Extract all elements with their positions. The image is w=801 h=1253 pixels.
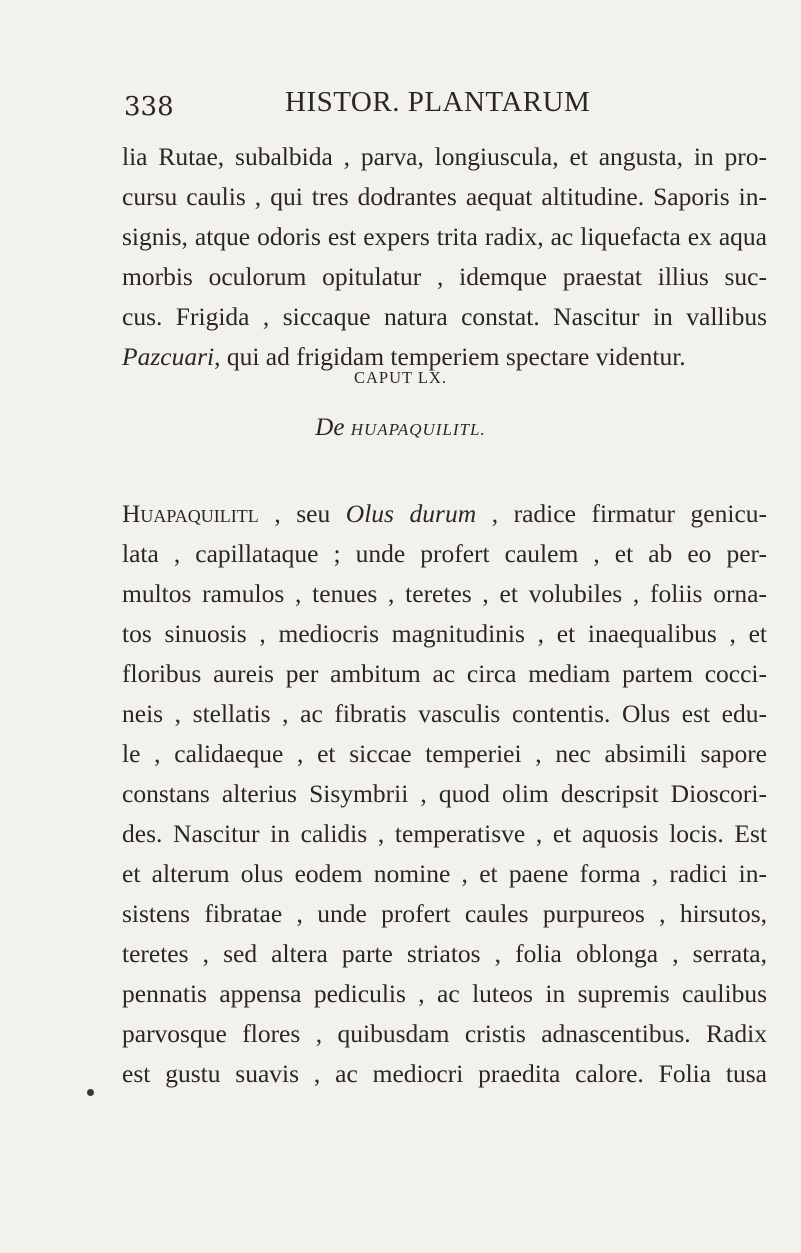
- text-line: cus. Frigida , siccaque natura constat. Nascitur in vallibus: [122, 302, 767, 331]
- plant-alias: Olus durum: [345, 499, 477, 528]
- text-line: lia Rutae, subalbida , parva, longiuscula, et angusta, in pro-: [122, 142, 767, 171]
- text-line: et alterum olus eodem nomine , et paene forma , radici in-: [122, 859, 767, 888]
- page-header: [124, 86, 764, 126]
- text-line: tos sinuosis , mediocris magnitudinis , et inaequalibus , et: [122, 619, 767, 648]
- section-title: [0, 414, 801, 442]
- text-line: sistens fibratae , unde profert caules purpureos , hirsutos,: [122, 899, 767, 928]
- text-fragment: , seu: [274, 499, 331, 528]
- text-line: [122, 494, 767, 534]
- text-line: teretes , sed altera parte striatos , folia oblonga , serrata,: [122, 939, 767, 968]
- plant-name: Huapaquilitl: [122, 499, 259, 528]
- text-line: lata , capillataque ; unde profert caulem , et ab eo per-: [122, 539, 767, 568]
- page-number: 338: [124, 92, 174, 122]
- text-line: neis , stellatis , ac fibratis vasculis contentis. Olus est edu-: [122, 699, 767, 728]
- text-line: est gustu suavis , ac mediocri praedita calore. Folia tusa: [122, 1059, 767, 1088]
- text-line: constans alterius Sisymbrii , quod olim descripsit Dioscori-: [122, 779, 767, 808]
- text-line: le , calidaeque , et siccae temperiei , nec absimili sapore: [122, 739, 767, 768]
- text-line: signis, atque odoris est expers trita radix, ac liquefacta ex aqua: [122, 222, 767, 251]
- text-fragment: , qui ad frigidam temperiem spectare videntur.: [214, 342, 686, 371]
- chapter-heading: CAPUT LX.: [353, 368, 448, 387]
- section-title-prefix: De: [315, 414, 345, 441]
- text-line: morbis oculorum opitulatur , idemque praestat illius suc-: [122, 262, 767, 291]
- running-title: HISTOR. PLANTARUM: [285, 86, 591, 118]
- place-name: Pazcuari: [122, 342, 215, 371]
- margin-dot: [87, 1089, 94, 1096]
- text-line: parvosque flores , quibusdam cristis adnascentibus. Radix: [122, 1019, 767, 1048]
- text-line: pennatis appensa pediculis , ac luteos in supremis caulibus: [122, 979, 767, 1008]
- text-line: cursu caulis , qui tres dodrantes aequat altitudine. Saporis in-: [122, 182, 767, 211]
- text-line: des. Nascitur in calidis , temperatisve , et aquosis locis. Est: [122, 819, 767, 848]
- text-line: multos ramulos , tenues , teretes , et volubiles , foliis orna-: [122, 579, 767, 608]
- text-fragment: , radice firmatur genicu-: [491, 499, 768, 528]
- section-title-name: HUAPAQUILITL.: [350, 420, 486, 439]
- text-line: floribus aureis per ambitum ac circa mediam partem cocci-: [122, 659, 767, 688]
